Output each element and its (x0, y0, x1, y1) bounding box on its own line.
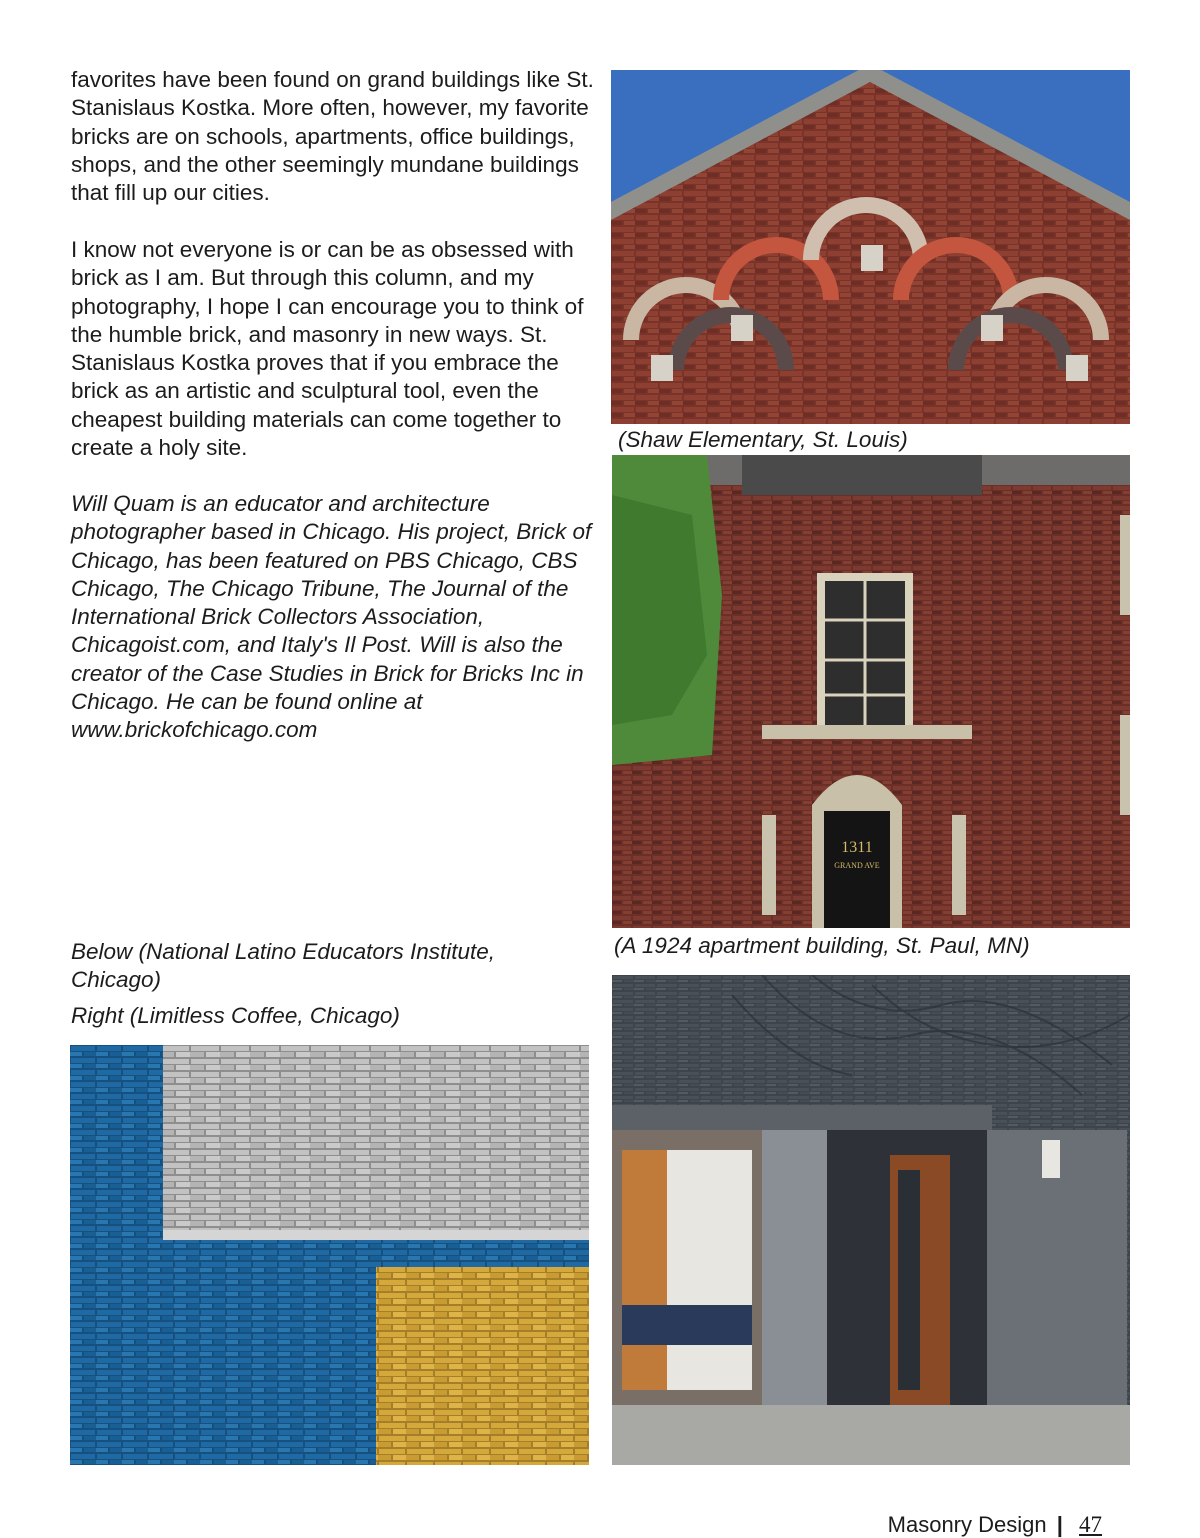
photo-national-latino-educators-institute (70, 1045, 589, 1465)
article-paragraph-2: I know not everyone is or can be as obsessed with brick as I am. But through this column, and my photography, I hope I can encourage you to think of the humble brick, and masonry in new ways. St. Stanislaus Kostka proves that if you embrace the brick as an artistic and sculptural tool, even the cheapest building materials can come together to create a holy site. (71, 237, 584, 461)
footer-separator: | (1056, 1512, 1063, 1537)
page-footer (888, 1512, 1102, 1538)
author-bio: Will Quam is an educator and architecture photographer based in Chicago. His project, Brick of Chicago, has been featured on PBS Chicago, CBS Chicago, The Chicago Tribune, The Journal of the International Brick Collectors Association, Chicagoist.com, and Italy's Il Post. Will is also the creator of the Case Studies in Brick for Bricks Inc in Chicago. He can be found online at www.brickofchicago.com (71, 491, 592, 743)
caption-below: Below (National Latino Educators Institute, Chicago) (71, 939, 495, 992)
photo-apartment-building (612, 455, 1130, 928)
caption-right: Right (Limitless Coffee, Chicago) (71, 1003, 400, 1028)
door-sign-street: GRAND AVE (834, 861, 880, 870)
caption-shaw-elementary: (Shaw Elementary, St. Louis) (618, 427, 908, 452)
page-number: 47 (1079, 1512, 1102, 1537)
photo-limitless-coffee (612, 975, 1130, 1465)
article-paragraph-1: favorites have been found on grand buildings like St. Stanislaus Kostka. More often, however, my favorite bricks are on schools, apartments, office buildings, shops, and the other seemingly mundane buildings that fill up our cities. (71, 67, 594, 206)
publication-name: Masonry Design (887, 1512, 1047, 1537)
door-sign-number: 1311 (841, 839, 873, 856)
caption-apartment-building: (A 1924 apartment building, St. Paul, MN) (614, 933, 1030, 958)
photo-shaw-elementary (611, 70, 1130, 424)
